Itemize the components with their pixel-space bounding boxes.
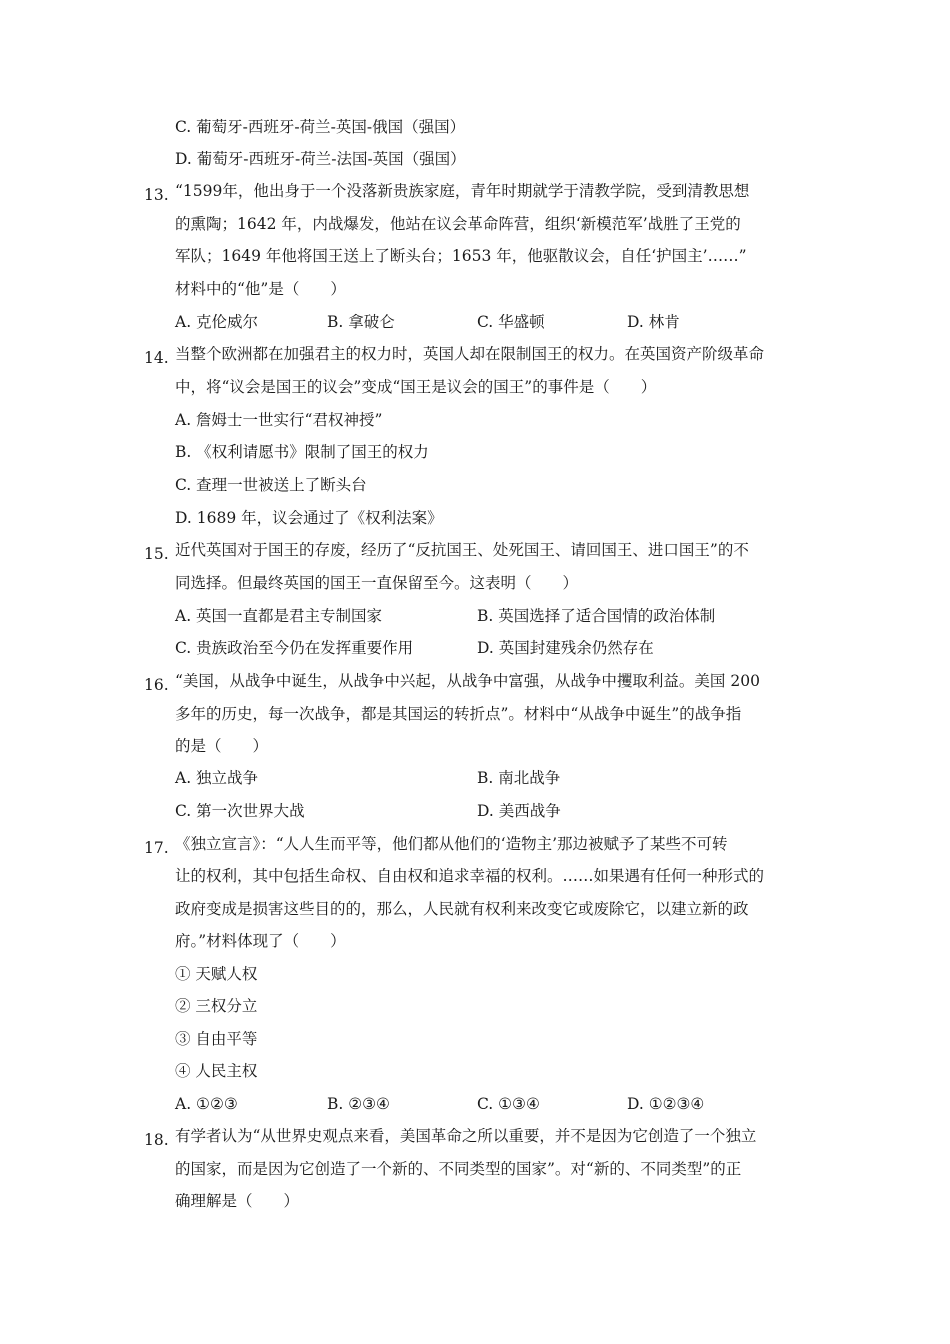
q16-text-line: 的是（ ） (175, 737, 269, 755)
q17-option-b: B. ②③④ (327, 1095, 390, 1113)
q14-text-line: 当整个欧洲都在加强君主的权力时，英国人却在限制国王的权力。在英国资产阶级革命 (175, 345, 765, 363)
q17-item-4: ④ 人民主权 (175, 1062, 258, 1080)
q14-option-b: B. 《权利请愿书》限制了国王的权力 (175, 443, 429, 461)
q14-text-line: 中，将“议会是国王的议会”变成“国王是议会的国王”的事件是（ ） (175, 378, 657, 396)
q15-option-d: D. 英国封建残余仍然存在 (477, 639, 654, 657)
q13-option-a: A. 克伦威尔 (175, 313, 259, 331)
q13-text-line: 材料中的“他”是（ ） (175, 280, 346, 298)
q12-option-c: C. 葡萄牙-西班牙-荷兰-英国-俄国（强国） (175, 118, 466, 136)
q16-option-c: C. 第一次世界大战 (175, 802, 305, 820)
q13-text-line: 的熏陶；1642 年，内战爆发，他站在议会革命阵营，组织‘新模范军’战胜了王党的 (175, 215, 741, 233)
q17-item-3: ③ 自由平等 (175, 1030, 258, 1048)
q15-text-line: 近代英国对于国王的存废，经历了“反抗国王、处死国王、请回国王、进口国王”的不 (175, 541, 749, 559)
q16-option-a: A. 独立战争 (175, 769, 259, 787)
q15-number: 15. (144, 545, 169, 563)
q13-option-c: C. 华盛顿 (477, 313, 545, 331)
q14-option-a: A. 詹姆士一世实行“君权神授” (175, 411, 383, 429)
q17-text-line: 府。”材料体现了（ ） (175, 932, 346, 950)
q13-text-line: “1599年，他出身于一个没落新贵族家庭，青年时期就学于清教学院，受到清教思想 (175, 182, 750, 200)
q18-text-line: 有学者认为“从世界史观点来看，美国革命之所以重要，并不是因为它创造了一个独立 (175, 1127, 757, 1145)
q16-text-line: “美国，从战争中诞生，从战争中兴起，从战争中富强，从战争中攫取利益。美国 200 (175, 672, 760, 690)
q13-number: 13. (144, 186, 169, 204)
q17-number: 17. (144, 839, 169, 857)
q13-text-line: 军队；1649 年他将国王送上了断头台；1653 年，他驱散议会，自任‘护国主’……” (175, 247, 747, 265)
q16-text-line: 多年的历史，每一次战争，都是其国运的转折点”。材料中“从战争中诞生”的战争指 (175, 705, 742, 723)
q16-number: 16. (144, 676, 169, 694)
q14-option-c: C. 查理一世被送上了断头台 (175, 476, 367, 494)
q17-text-line: 《独立宣言》：“人人生而平等，他们都从他们的‘造物主’那边被赋予了某些不可转 (175, 835, 728, 853)
q15-option-c: C. 贵族政治至今仍在发挥重要作用 (175, 639, 414, 657)
q17-text-line: 让的权利，其中包括生命权、自由权和追求幸福的权利。……如果遇有任何一种形式的 (175, 867, 765, 885)
q17-text-line: 政府变成是损害这些目的的，那么，人民就有权利来改变它或废除它，以建立新的政 (175, 900, 749, 918)
q17-option-a: A. ①②③ (175, 1095, 238, 1113)
q18-text-line: 的国家，而是因为它创造了一个新的、不同类型的国家”。对“新的、不同类型”的正 (175, 1160, 742, 1178)
q18-text-line: 确理解是（ ） (175, 1192, 300, 1210)
q17-option-c: C. ①③④ (477, 1095, 540, 1113)
q13-option-d: D. 林肯 (627, 313, 680, 331)
q15-option-b: B. 英国选择了适合国情的政治体制 (477, 607, 716, 625)
q12-option-d: D. 葡萄牙-西班牙-荷兰-法国-英国（强国） (175, 150, 466, 168)
q14-number: 14. (144, 349, 169, 367)
q14-option-d: D. 1689 年，议会通过了《权利法案》 (175, 509, 443, 527)
q18-number: 18. (144, 1131, 169, 1149)
q15-option-a: A. 英国一直都是君主专制国家 (175, 607, 383, 625)
q17-item-2: ② 三权分立 (175, 997, 258, 1015)
q17-option-d: D. ①②③④ (627, 1095, 705, 1113)
q16-option-d: D. 美西战争 (477, 802, 561, 820)
q15-text-line: 同选择。但最终英国的国王一直保留至今。这表明（ ） (175, 574, 579, 592)
q17-item-1: ① 天赋人权 (175, 965, 258, 983)
q13-option-b: B. 拿破仑 (327, 313, 395, 331)
q16-option-b: B. 南北战争 (477, 769, 561, 787)
